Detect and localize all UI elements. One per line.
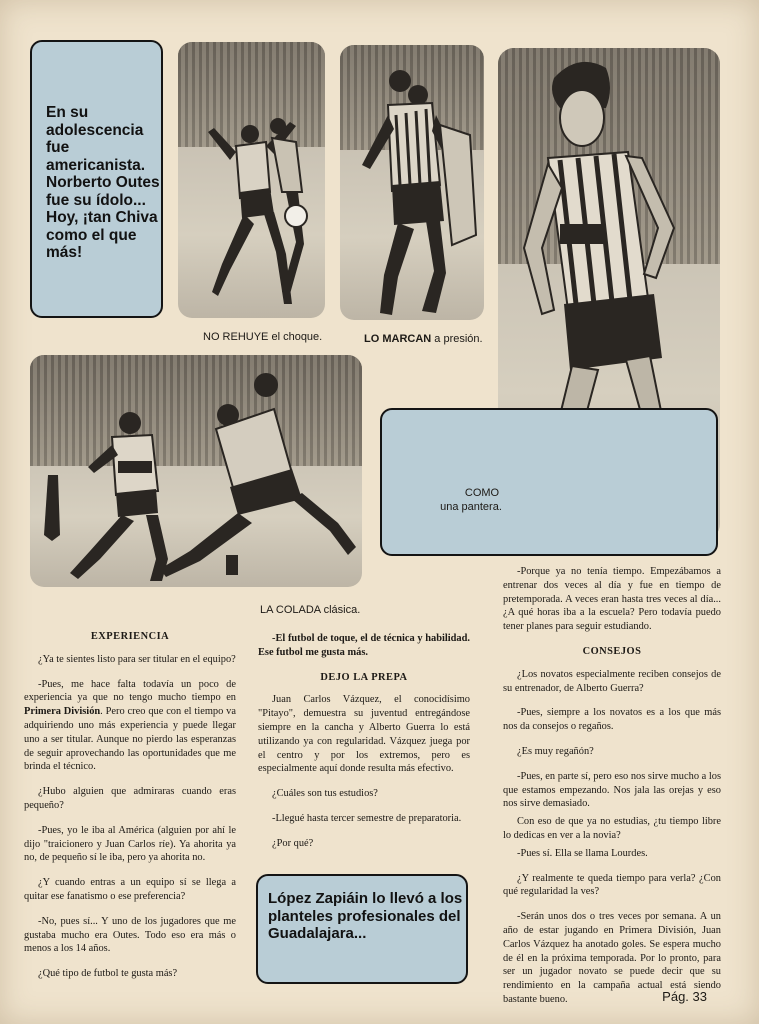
page-number: Pág. 33 [662,989,707,1004]
col1-p7: ¿Qué tipo de futbol te gusta más? [38,968,178,980]
caption-colada: LA COLADA clásica. [260,604,361,616]
caption-no-rehuye-rest: el choque. [268,331,323,343]
photo-colada [30,355,362,587]
pantera-caption-box [380,408,718,556]
photo-no-rehuye [178,42,325,318]
col1-p1: ¿Ya te sientes listo para ser titular en el equipo? [38,653,236,665]
col3-p8: ¿Y realmente te queda tiempo para verla? ¿Con qué regularidad la ves? [503,872,721,898]
col1-p5: ¿Y cuando entras a un equipo sí se llega a quitar ese fanatismo o ese preferencia? [24,877,236,902]
caption-no-rehuye [203,331,322,343]
col2-p3: ¿Cuáles son tus estudios? [272,788,378,800]
col2-p1: -El futbol de toque, el de técnica y habilidad. Ese futbol me gusta más. [258,633,470,658]
col2-p5: ¿Por qué? [272,837,314,849]
col1-p4: -Pues, yo le iba al América (alguien por ahí le dijo "traicionero y Juan Carlos ríe). Ya ahorita ya no, de pequeño sí le iba, pero ya ahorita no. [24,824,236,864]
promo-text: López Zapiáin lo llevó a los planteles profesionales del Guadalajara... [268,890,463,942]
caption-pantera-lead: COMO [464,487,500,499]
article-column-1 [24,630,236,992]
col3-p1: -Porque ya no tenía tiempo. Empezábamos a entrenar dos veces al día y fue en tiempo de pretemporada. A veces eran hasta tres veces al día... ¿A qué horas iba a la escuela? Pero todavía puedo tener planes para seguir estudiando. [503,566,721,633]
article-column-3 [503,565,721,1018]
caption-pantera [418,486,524,514]
col1-p3: ¿Hubo alguien que admiraras cuando eras pequeño? [24,786,236,811]
article-column-2 [258,632,470,862]
caption-lo-marcan [364,333,483,345]
photo-lo-marcan [340,45,484,320]
col3-p4: ¿Es muy regañón? [517,745,594,757]
caption-no-rehuye-lead: NO REHUYE [203,331,269,343]
col2-p2: Juan Carlos Vázquez, el conocidísimo "Pitayo", demuestra su juventud entregándose siempre en la cancha y Alberto Guerra lo está utilizando ya con regularidad. Vázquez juega por el centro y por los extremos, pero es especialmente aquí donde resulta más efectivo. [258,694,470,775]
heading-dejo-la-prepa: DEJO LA PREPA [320,671,408,683]
col3-p5: -Pues, en parte sí, pero eso nos sirve mucho a los que estamos empezando. Nos jala las orejas y eso nos sirve demasiado. [503,770,721,810]
col2-p4: -Llegué hasta tercer semestre de preparatoria. [272,812,462,824]
intro-headline-box [30,40,163,318]
intro-headline: En su adolescencia fue americanista. Norberto Outes fue su ídolo... Hoy, ¡tan Chiva como el que más! [46,104,160,261]
col3-p9: -Serán unos dos o tres veces por semana. A un año de estar jugando en Primera División, Juan Carlos Vázquez ha anotado goles. Se espera mucho de él en la próxima temporada. Por lo pronto, para ser un jugador novato se puede decir que su rendimiento en la campaña actual está siendo bastante bueno. [503,911,721,1005]
players-running-illustration [30,355,362,587]
caption-lo-marcan-lead: LO MARCAN [364,333,432,345]
caption-pantera-rest: una pantera. [440,501,502,513]
col3-p3: -Pues, siempre a los novatos es a los que más nos da consejos o regaños. [503,707,721,733]
col1-p2: -Pues, me hace falta todavía un poco de experiencia ya que no tengo mucho tiempo en Primera División. Pero creo que con el tiempo va adquiriendo uno más experiencia y puede llegar uno a ser titular. Aunque no pierdo las esperanzas de seguir aprovechando las oportunidades que me brinda el técnico. [24,678,236,773]
players-tackle-illustration [178,42,325,318]
heading-consejos: CONSEJOS [582,645,642,657]
players-marking-illustration [340,45,484,320]
promo-box [256,874,468,984]
col1-p6: -No, pues sí... Y uno de los jugadores que me gustaba mucho era Outes. Todo eso era más o menos a los 14 años. [24,915,236,955]
col3-p2: ¿Los novatos especialmente reciben consejos de su entrenador, de Alberto Guerra? [503,668,721,694]
col3-p6: Con eso de que ya no estudias, ¿tu tiempo libre lo dedicas en ver a la novia? [503,816,721,841]
heading-experiencia: EXPERIENCIA [90,631,170,642]
col3-p7: -Pues sí. Ella se llama Lourdes. [517,847,648,859]
caption-lo-marcan-rest: a presión. [431,333,483,345]
